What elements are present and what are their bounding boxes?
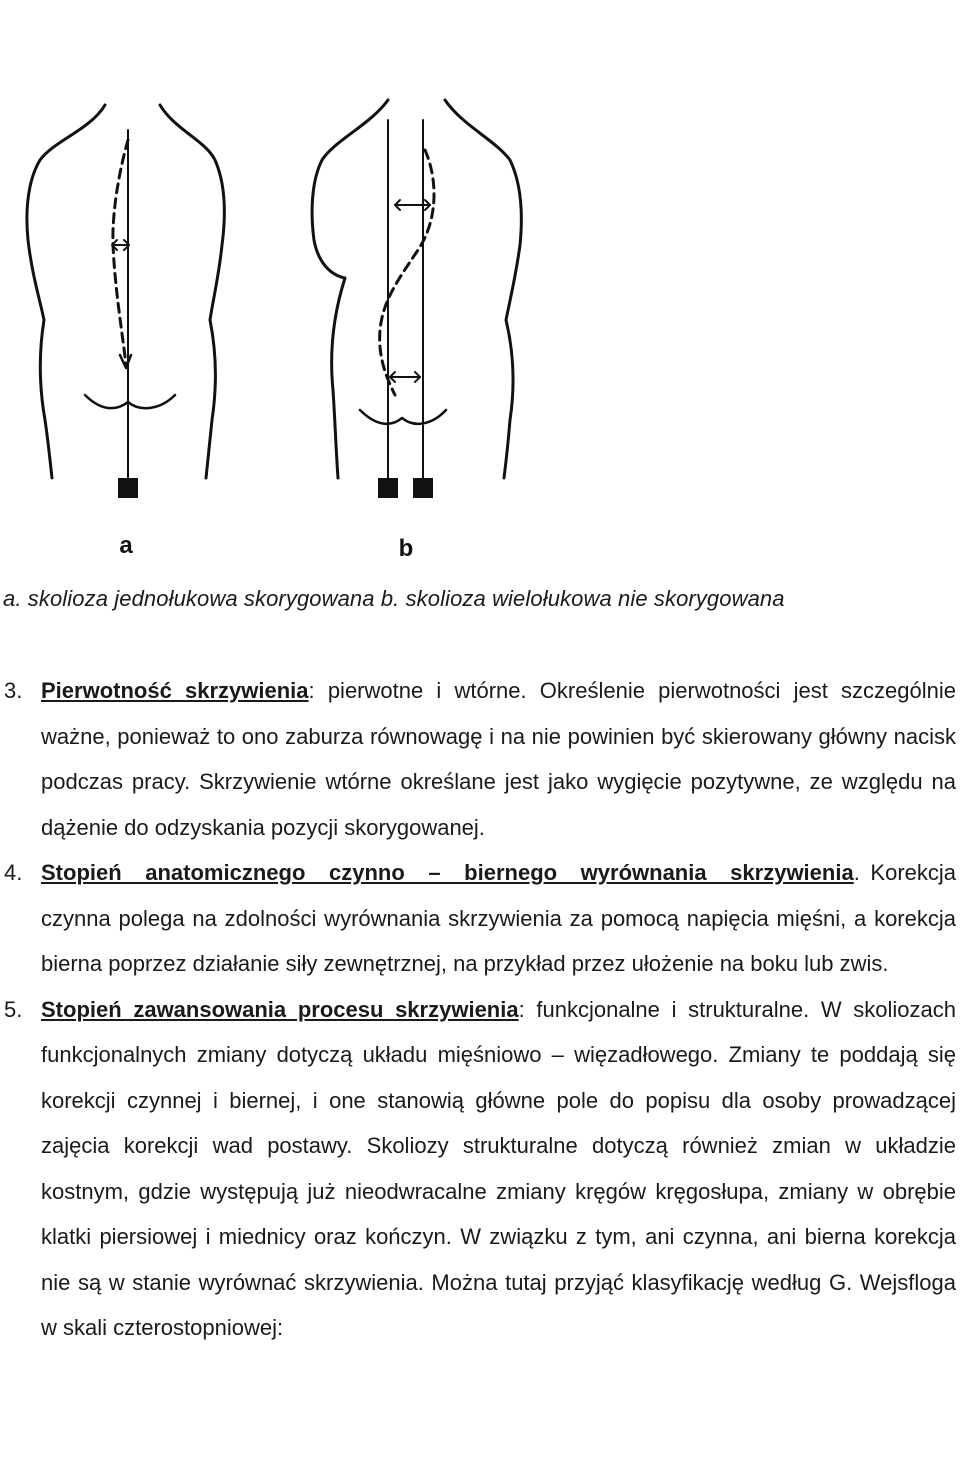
classification-list: [0, 668, 960, 1351]
figure-a-plumb-line: [118, 130, 138, 498]
item-text: : pierwotne i wtórne. Określenie pierwotności jest szczególnie ważne, ponieważ to ono zaburza równowagę i na nie powinien być skierowany główny nacisk podczas pracy. Skrzywienie wtórne określane jest jako wygięcie pozytywne, ze względu na dążenie do odzyskania pozycji skorygowanej.: [41, 678, 956, 840]
item-number: 3.: [4, 678, 23, 703]
item-number: 5.: [4, 996, 23, 1022]
figure-caption: a. skolioza jednołukowa skorygowana b. skolioza wielołukowa nie skorygowana: [3, 586, 785, 611]
item-term: Stopień anatomicznego czynno – biernego wyrównania skrzywienia: [41, 860, 854, 885]
figure-a-body: [27, 105, 225, 478]
figure-b-plumb-lines: [378, 120, 433, 498]
list-item-3: [0, 668, 956, 850]
item-number: 4.: [4, 860, 23, 885]
item-text: : funkcjonalne i strukturalne. W skoliozach funkcjonalnych zmiany dotyczą układu mięśniowo – więzadłowego. Zmiany te poddają się korekcji czynnej i biernej, i one stanowią główne pole do popisu dla osoby prowadzącej zajęcia korekcji wad postawy. Skoliozy strukturalne dotyczą również zmian w układzie kostnym, gdzie występują już nieodwracalne zmiany kręgów kręgosłupa, zmiany w obrębie klatki piersiowej i miednicy oraz kończyn. W związku z tym, ani czynna, ani bierna korekcja nie są w stanie wyrównać skrzywienia. Można tutaj przyjąć klasyfikację według G. Wejsfloga w skali czterostopniowej:: [41, 996, 956, 1340]
figure-a-label: a: [119, 532, 133, 559]
item-term: Pierwotność skrzywienia: [41, 678, 309, 703]
list-item-5: [0, 987, 956, 1351]
list-item-4: [0, 850, 956, 987]
item-text: . Korekcja czynna polega na zdolności wyrównania skrzywienia za pomocą napięcia mięśni, a korekcja bierna poprzez działanie siły zewnętrznej, na przykład przez ułożenie na boku lub zwis.: [41, 860, 956, 976]
item-term: Stopień zawansowania procesu skrzywienia: [41, 996, 519, 1022]
figure-b-label: b: [398, 535, 414, 562]
scoliosis-figure: [0, 0, 960, 575]
figure-b-body: [312, 100, 521, 478]
